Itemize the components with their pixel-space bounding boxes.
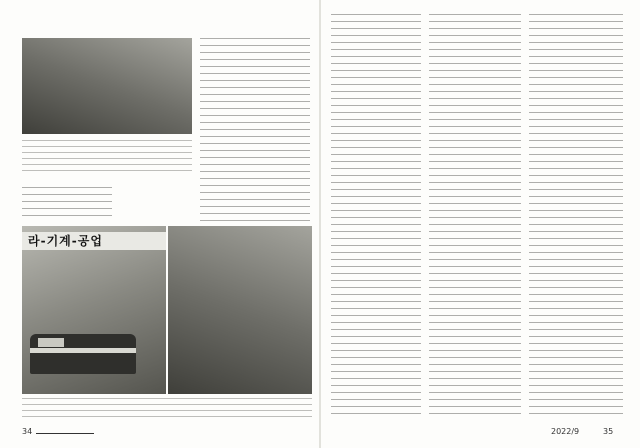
issue-date: 2022/9	[551, 427, 580, 436]
left-page	[0, 0, 319, 448]
bottom-right-photo-left-page	[168, 226, 312, 394]
footer-rule	[36, 433, 94, 434]
bottom-left-photo	[22, 226, 166, 394]
right-page-number: 35	[603, 427, 614, 436]
left-page-paragraph	[200, 38, 310, 224]
top-left-photo	[22, 38, 192, 134]
left-page-number: 34	[22, 427, 33, 436]
locomotive-shape	[30, 334, 136, 374]
factory-sign-text: 라-기계-공업	[22, 232, 166, 250]
bottom-photo-caption	[22, 398, 312, 420]
left-page-paragraph-lower-left	[22, 187, 112, 217]
right-page	[321, 0, 640, 448]
top-photo-caption	[22, 140, 192, 176]
